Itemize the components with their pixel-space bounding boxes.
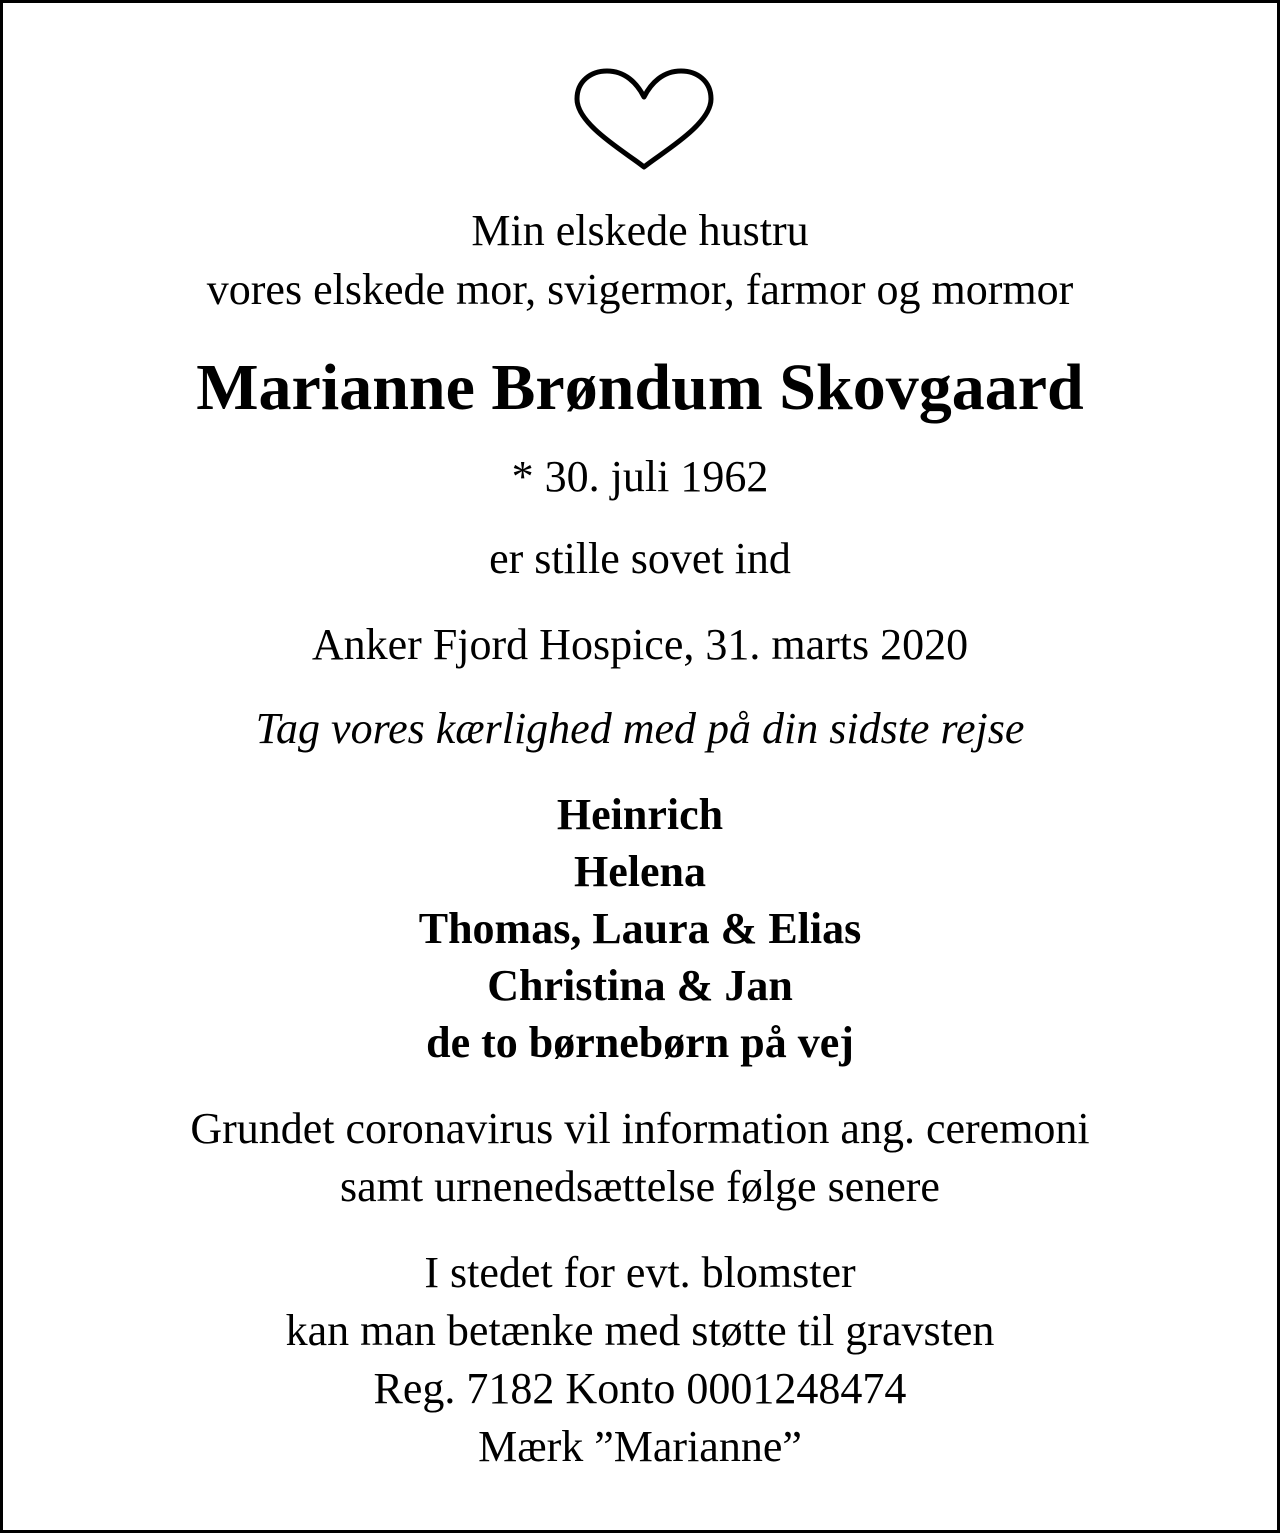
ceremony-info: Grundet coronavirus vil information ang. ceremoni — [190, 1104, 1090, 1153]
heart-icon — [571, 67, 717, 173]
donation-reference: Mærk ”Marianne” — [478, 1422, 802, 1471]
family-member: Christina & Jan — [487, 961, 793, 1010]
family-member: Heinrich — [556, 790, 724, 839]
passed-away-text: er stille sovet ind — [489, 534, 791, 583]
birth-date: * 30. juli 1962 — [511, 452, 769, 501]
bank-account: Reg. 7182 Konto 0001248474 — [373, 1364, 907, 1413]
ceremony-info: samt urnenedsættelse følge senere — [340, 1162, 940, 1211]
family-member: Thomas, Laura & Elias — [418, 904, 862, 953]
family-member: de to børnebørn på vej — [426, 1018, 854, 1067]
place-and-date: Anker Fjord Hospice, 31. marts 2020 — [311, 620, 969, 669]
donation-info: kan man betænke med støtte til gravsten — [285, 1306, 995, 1355]
motto: Tag vores kærlighed med på din sidste rejse — [255, 704, 1025, 753]
intro-line: vores elskede mor, svigermor, farmor og mormor — [206, 265, 1074, 314]
deceased-name: Marianne Brøndum Skovgaard — [196, 351, 1084, 424]
donation-info: I stedet for evt. blomster — [424, 1248, 856, 1297]
intro-line: Min elskede hustru — [471, 206, 809, 255]
family-member: Helena — [574, 847, 706, 896]
